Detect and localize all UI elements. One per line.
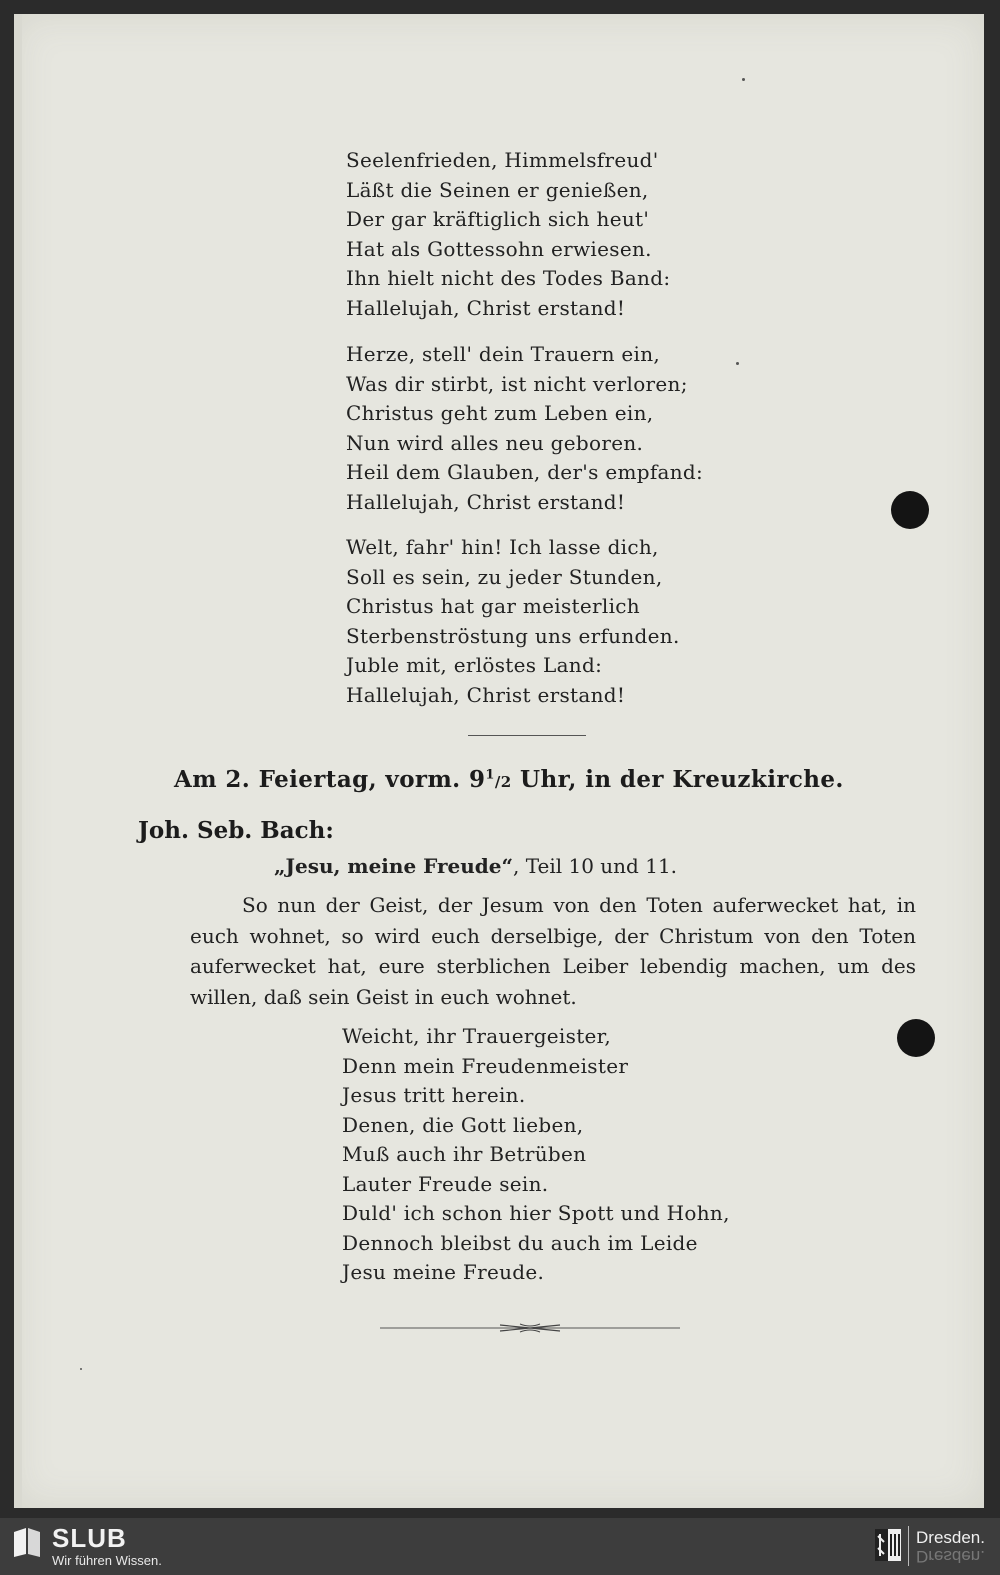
verse-line: Christus geht zum Leben ein,	[346, 401, 654, 425]
work-name: „Jesu, meine Freude“	[274, 854, 513, 878]
verse-line: Läßt die Seinen er genießen,	[346, 177, 649, 202]
verse-line: Herze, stell' dein Trauern ein,	[346, 342, 661, 366]
verse-line: Weicht, ihr Trauergeister,	[342, 1024, 611, 1048]
verse-line: Hallelujah, Christ erstand!	[346, 489, 626, 514]
verse-line: Denn mein Freudenmeister	[342, 1053, 629, 1078]
dresden-logo-text[interactable]: Dresden.	[916, 1528, 985, 1547]
verse-line: Sterbenströstung uns erfunden.	[346, 623, 680, 648]
service-heading	[174, 766, 894, 793]
footer-bar	[0, 1518, 1000, 1575]
verse-line: Lauter Freude sein.	[342, 1171, 549, 1196]
verse-line: Heil dem Glauben, der's empfand:	[346, 460, 704, 484]
poem-stanza-2	[346, 340, 703, 517]
heading-text: Uhr, in der Kreuzkirche.	[511, 766, 844, 793]
verse-line: Hallelujah, Christ erstand!	[346, 295, 626, 320]
work-detail: , Teil 10 und 11.	[513, 854, 678, 878]
verse-line: Dennoch bleibst du auch im Leide	[342, 1230, 698, 1255]
verse-line: Was dir stirbt, ist nicht verloren;	[346, 371, 688, 396]
ornament-divider	[380, 1320, 680, 1336]
book-icon	[12, 1526, 42, 1558]
section-divider	[468, 735, 586, 736]
verse-line: Welt, fahr' hin! Ich lasse dich,	[346, 535, 659, 559]
poem-stanza-3	[346, 533, 680, 710]
verse-line: Nun wird alles neu geboren.	[346, 430, 644, 455]
dresden-logo-reflection: Dresden.	[916, 1547, 985, 1566]
verse-line: Soll es sein, zu jeder Stunden,	[346, 564, 663, 589]
coat-of-arms-icon	[874, 1528, 902, 1562]
verse-line: Seelenfrieden, Himmelsfreud'	[346, 148, 659, 172]
paper-speck	[742, 78, 745, 81]
page-edge	[14, 14, 22, 1508]
work-title	[274, 854, 677, 878]
slub-tagline: Wir führen Wissen.	[52, 1553, 162, 1568]
scripture-paragraph: So nun der Geist, der Jesum von den Toten auferwecket hat, in euch wohnet, so wird euch derselbige, der Christum von den Toten auferwecket hat, eure sterblichen Leiber lebendig machen, um des willen, daß sein Geist in euch wohnet.	[190, 893, 916, 1009]
slub-logo-text[interactable]: SLUB	[52, 1523, 127, 1553]
heading-text: Am 2. Feiertag, vorm. 9	[174, 766, 486, 793]
poem-stanza-1	[346, 146, 670, 323]
verse-line: Christus hat gar meisterlich	[346, 594, 640, 618]
verse-line: Juble mit, erlöstes Land:	[346, 653, 603, 677]
paper-speck	[736, 362, 739, 365]
verse-line: Muß auch ihr Betrüben	[342, 1142, 587, 1166]
paper-speck	[80, 1368, 82, 1370]
verse-line: Jesu meine Freude.	[342, 1260, 545, 1284]
verse-line: Hallelujah, Christ erstand!	[346, 682, 626, 707]
composer-name: Joh. Seb. Bach:	[138, 817, 334, 844]
verse-line: Denen, die Gott lieben,	[342, 1112, 584, 1137]
punch-hole	[897, 1019, 935, 1057]
punch-hole	[891, 491, 929, 529]
footer-divider	[908, 1526, 909, 1566]
verse-line: Hat als Gottessohn erwiesen.	[346, 236, 652, 261]
poem-stanza-4	[342, 1022, 730, 1288]
verse-line: Duld' ich schon hier Spott und Hohn,	[342, 1201, 730, 1225]
verse-line: Ihn hielt nicht des Todes Band:	[346, 266, 671, 290]
heading-fraction-numerator: 1	[485, 767, 495, 783]
heading-fraction-denominator: /2	[494, 773, 512, 791]
verse-line: Jesus tritt herein.	[342, 1083, 526, 1107]
verse-line: Der gar kräftiglich sich heut'	[346, 207, 650, 231]
